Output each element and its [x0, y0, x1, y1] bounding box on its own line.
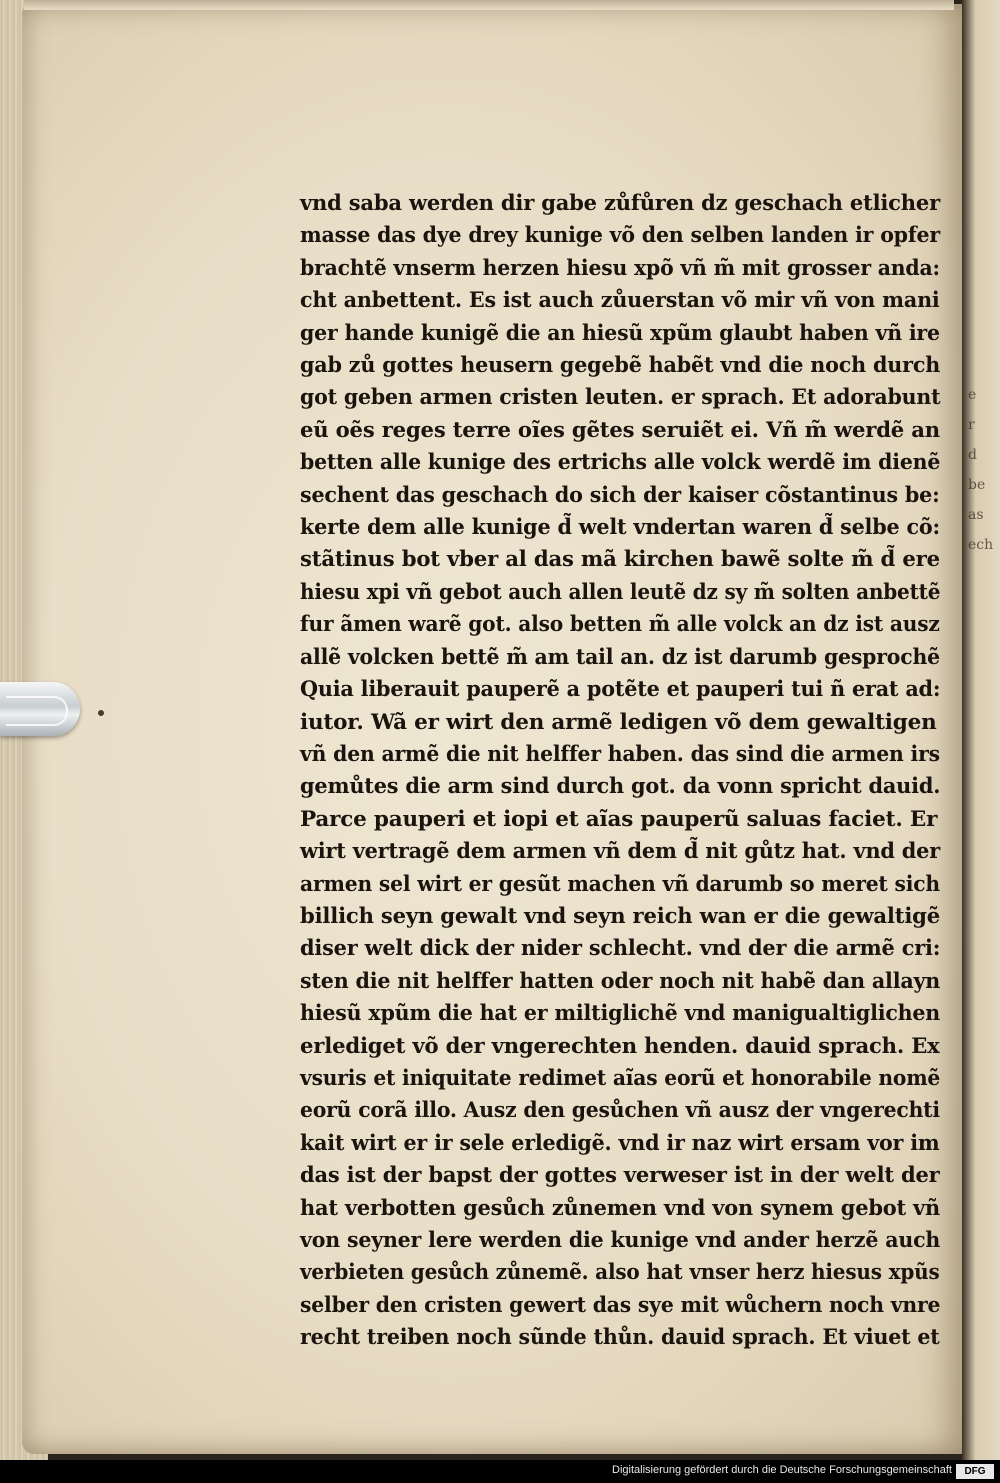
text-line: recht treiben noch sũnde thůn. dauid sprach. Et viuet et [300, 1325, 940, 1351]
facing-text-fragment: r [968, 417, 975, 433]
text-line: verbieten gesůch zůnemẽ. also hat vnser herz hiesus xpũs [300, 1260, 940, 1286]
text-line: von seyner lere werden die kunige vnd ander herzẽ auch [300, 1228, 941, 1253]
facing-page [962, 0, 1000, 1460]
text-line: vsuris et iniquitate redimet aĩas eorũ et honorabile nomẽ [300, 1065, 941, 1091]
facing-text-fragment: as [968, 507, 984, 523]
text-line: got geben armen cristen leuten. er sprach. Et adorabunt [300, 385, 941, 411]
text-line: hiesu xpi vñ gebot auch allen leutẽ dz sy m̃ solten anbettẽ [300, 579, 941, 605]
ink-dot [98, 710, 104, 716]
facing-text-fragment: d [968, 447, 977, 463]
text-line: selber den cristen gewert das sye mit wůchern noch vnre [300, 1292, 941, 1318]
page-top-edge [24, 0, 954, 10]
text-line: erlediget võ der vngerechten henden. dauid sprach. Ex [300, 1033, 940, 1059]
text-line: cht anbettent. Es ist auch zůuerstan võ mir vñ von mani [300, 288, 940, 314]
text-line: diser welt dick der nider schlecht. vnd der die armẽ cri: [300, 936, 941, 962]
text-line: wirt vertragẽ dem armen vñ dem d̃ nit gůtz hat. vnd der [300, 839, 940, 865]
facing-text-fragment: e [968, 387, 977, 403]
facing-text-fragment: be [968, 477, 986, 493]
text-line: gab zů gottes heusern gegebẽ habẽt vnd die noch durch [300, 353, 941, 379]
footer-credit: Digitalisierung gefördert durch die Deutsche Forschungsgemeinschaft [612, 1464, 952, 1476]
text-line: das ist der bapst der gottes verweser ist in der welt der [300, 1163, 940, 1189]
text-line: ger hande kunigẽ die an hiesũ xpũm glaubt haben vñ ire [300, 320, 940, 346]
text-line: kerte dem alle kunige d̃ welt vndertan waren d̃ selbe cõ: [300, 515, 940, 541]
text-line: fur ãmen warẽ got. also betten m̃ alle volck an dz ist ausz [300, 612, 940, 638]
text-line: sten die nit helffer hatten oder noch nit habẽ dan allayn [300, 968, 941, 994]
text-line: stãtinus bot vber al das mã kirchen bawẽ solte m̃ d̃ ere [300, 547, 940, 573]
text-line: allẽ volcken bettẽ m̃ am tail an. dz ist darumb gesprochẽ [300, 644, 940, 670]
text-line: masse das dye drey kunige võ den selben landen ir opfer [300, 223, 940, 249]
page-text [300, 188, 940, 1355]
facing-page-text [968, 380, 1000, 560]
dfg-logo: DFG [956, 1464, 994, 1479]
footer-bar [0, 1460, 1000, 1483]
text-line: iutor. Wã er wirt den armẽ ledigen võ dem gewaltigen [300, 709, 937, 735]
text-line: eũ oẽs reges terre oĩes gẽtes seruiẽt ei. Vñ m̃ werdẽ an [300, 417, 940, 443]
text-line: gemůtes die arm sind durch got. da vonn spricht dauid. [300, 774, 941, 800]
text-line: hiesũ xpũm die hat er miltiglichẽ vnd manigualtiglichen [300, 1001, 941, 1027]
text-line: kait wirt er ir sele erledigẽ. vnd ir naz wirt ersam vor im [300, 1130, 940, 1156]
text-line: brachtẽ vnserm herzen hiesu xpõ vñ m̃ mit grosser anda: [300, 255, 940, 281]
text-line: Quia liberauit pauperẽ a potẽte et pauperi tui ñ erat ad: [300, 677, 941, 703]
text-line: vñ den armẽ die nit helffer haben. das sind die armen irs [300, 741, 940, 767]
text-line: Parce pauperi et iopi et aĩas pauperũ saluas faciet. Er [300, 806, 938, 832]
text-line: sechent das geschach do sich der kaiser cõstantinus be: [300, 482, 940, 508]
text-line: billich seyn gewalt vnd seyn reich wan er die gewaltigẽ [300, 903, 940, 929]
text-line: hat verbotten gesůch zůnemen vnd von synem gebot vñ [300, 1195, 941, 1221]
text-line: vnd saba werden dir gabe zůfůren dz geschach etlicher [300, 191, 940, 216]
text-line: eorũ corã illo. Ausz den gesůchen vñ ausz der vngerechti [300, 1098, 940, 1124]
paper-clip [0, 682, 80, 736]
facing-text-fragment: ech [968, 537, 994, 553]
text-line: armen sel wirt er gesũt machen vñ darumb so meret sich [300, 871, 940, 897]
text-line: betten alle kunige des ertrichs alle volck werdẽ im dienẽ [300, 450, 941, 476]
